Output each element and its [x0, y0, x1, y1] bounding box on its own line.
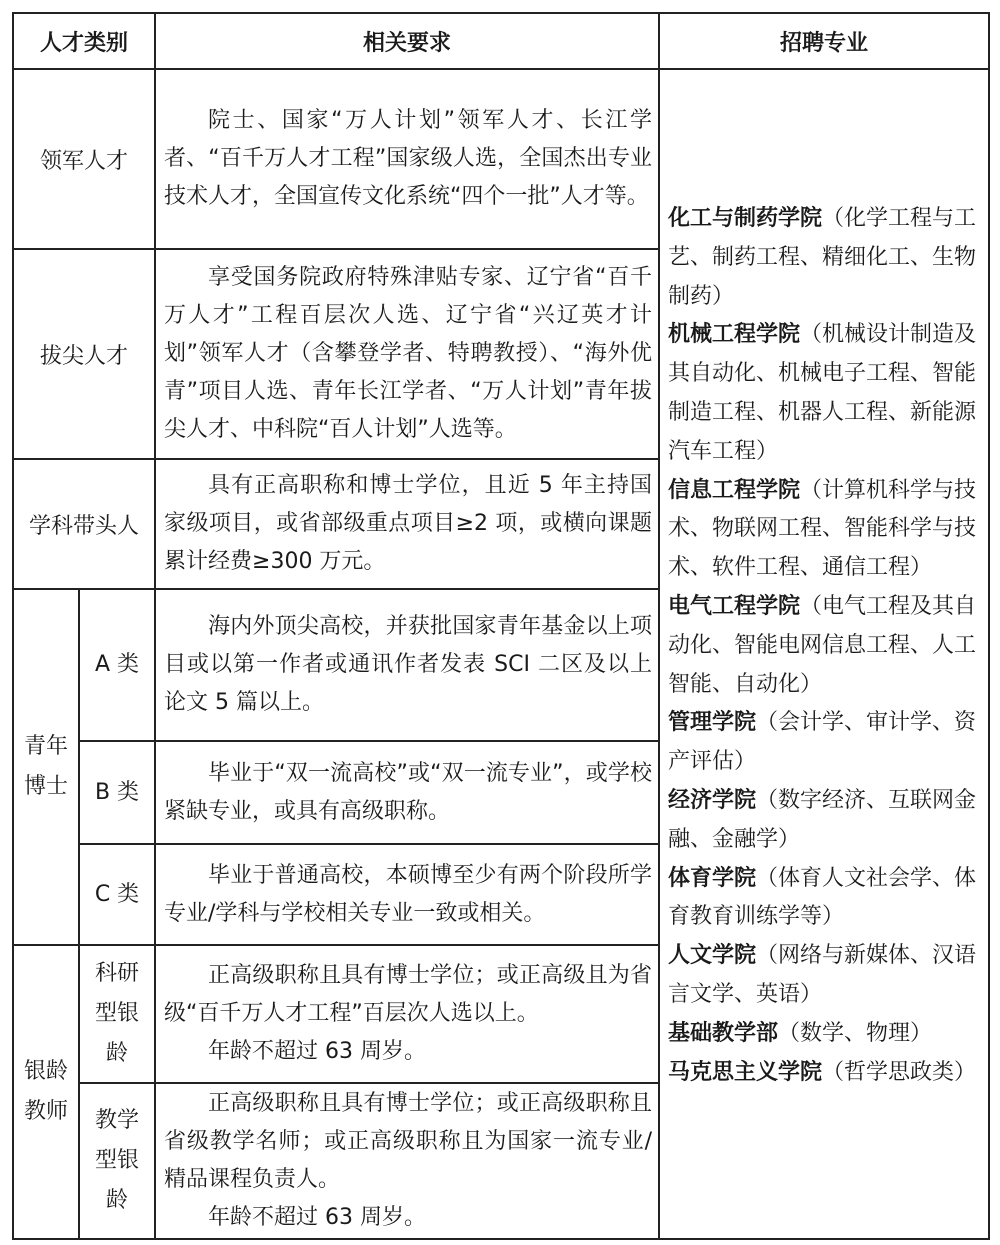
category-leading: 领军人才 [13, 69, 155, 249]
requirement-silver-teaching: 正高级职称且具有博士学位；或正高级职称且省级教学名师；或正高级职称且为国家一流专业/精品课程负责人。 [164, 1091, 653, 1192]
requirement-discipline-leader: 具有正高职称和博士学位，且近 5 年主持国家级项目，或省部级重点项目≥2 项，或横向课题累计经费≥300 万元。 [164, 473, 653, 574]
category-young-doctor: 青年博士 [23, 734, 68, 799]
category-top: 拔尖人才 [13, 249, 155, 459]
major-item: 信息工程学院（计算机科学与技术、物联网工程、智能科学与技术、软件工程、通信工程） [668, 477, 977, 581]
subcategory-c: C 类 [79, 844, 155, 945]
age-limit-teaching: 年龄不超过 63 周岁。 [208, 1205, 426, 1230]
subcategory-research: 科研型银龄 [94, 961, 139, 1066]
requirement-young-b: 毕业于“双一流高校”或“双一流专业”，或学校紧缺专业，或具有高级职称。 [164, 760, 653, 824]
requirement-young-c: 毕业于普通高校，本硕博至少有两个阶段所学专业/学科与学校相关专业一致或相关。 [164, 862, 653, 926]
requirement-young-a: 海内外顶尖高校，并获批国家青年基金以上项目或以第一作者或通讯作者发表 SCI 二区及以上论文 5 篇以上。 [164, 614, 653, 715]
subcategory-a: A 类 [79, 589, 155, 741]
category-discipline-leader: 学科带头人 [13, 459, 155, 589]
major-item: 电气工程学院（电气工程及其自动化、智能电网信息工程、人工智能、自动化） [668, 593, 977, 697]
major-item: 经济学院（数字经济、互联网金融、金融学） [668, 787, 977, 852]
major-item: 机械工程学院（机械设计制造及其自动化、机械电子工程、智能制造工程、机器人工程、新能源汽车工程） [668, 322, 977, 464]
requirement-silver-research: 正高级职称且具有博士学位；或正高级且为省级“百千万人才工程”百层次人选以上。 [164, 963, 653, 1026]
requirement-top: 享受国务院政府特殊津贴专家、辽宁省“百千万人才”工程百层次人选、辽宁省“兴辽英才计划”领军人才（含攀登学者、特聘教授）、“海外优青”项目人选、青年长江学者、“万人计划”青年拔尖人才、中科院“百人计划”人选等。 [164, 265, 653, 442]
major-item: 马克思主义学院（哲学思政类） [668, 1059, 977, 1085]
major-item: 化工与制药学院（化学工程与工艺、制药工程、精细化工、生物制药） [668, 206, 977, 309]
header-category: 人才类别 [13, 13, 155, 69]
subcategory-b: B 类 [79, 741, 155, 844]
header-majors: 招聘专业 [659, 13, 989, 69]
age-limit-research: 年龄不超过 63 周岁。 [208, 1039, 426, 1064]
row-leading-talent [13, 69, 989, 249]
requirement-leading: 院士、国家“万人计划”领军人才、长江学者、“百千万人才工程”国家级人选，全国杰出专业技术人才，全国宣传文化系统“四个一批”人才等。 [164, 108, 653, 209]
header-row [13, 13, 989, 69]
talent-recruitment-table [12, 12, 990, 1240]
category-silver-teacher: 银龄教师 [23, 1059, 68, 1124]
header-requirements: 相关要求 [155, 13, 659, 69]
subcategory-teaching: 教学型银龄 [94, 1108, 139, 1213]
majors-cell [659, 69, 989, 1239]
major-item: 体育学院（体育人文社会学、体育教育训练学等） [668, 865, 977, 930]
major-item: 管理学院（会计学、审计学、资产评估） [668, 710, 977, 775]
major-item: 基础教学部（数学、物理） [668, 1020, 933, 1046]
major-item: 人文学院（网络与新媒体、汉语言文学、英语） [668, 943, 977, 1007]
